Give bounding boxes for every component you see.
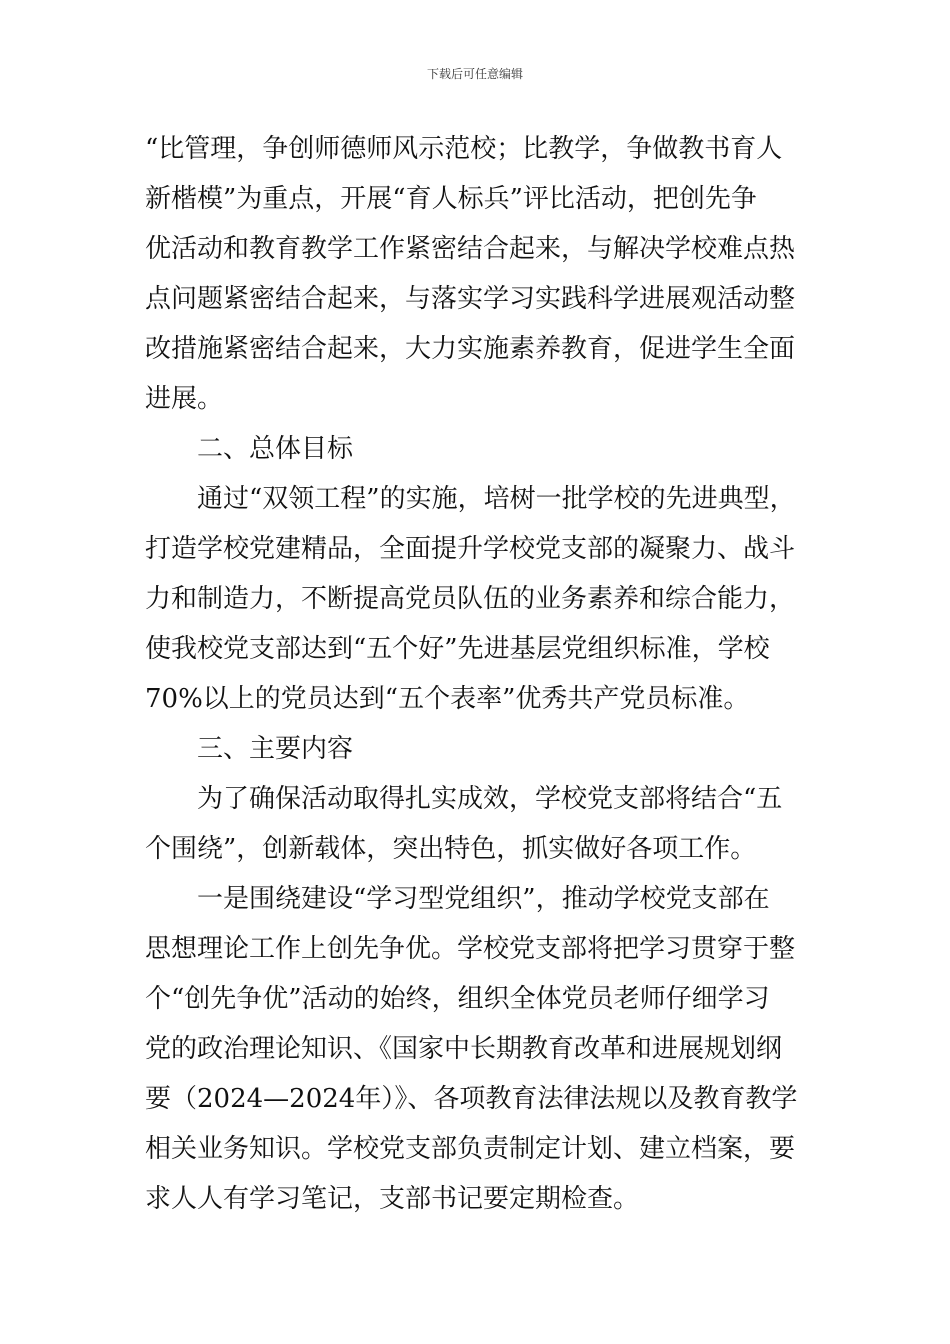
text-line: 力和制造力，不断提高党员队伍的业务素养和综合能力，	[145, 584, 796, 614]
text-line: 打造学校党建精品，全面提升学校党支部的凝聚力、战斗	[145, 534, 796, 564]
text-line: “比管理，争创师德师风示范校；比教学，争做教书育人	[145, 134, 783, 164]
text-line: 改措施紧密结合起来，大力实施素养教育，促进学生全面	[145, 334, 796, 364]
section-heading: 三、主要内容	[197, 734, 354, 764]
header-note: 下载后可任意编辑	[426, 67, 523, 81]
text-line: 一是围绕建设“学习型党组织”，推动学校党支部在	[197, 884, 770, 914]
text-line: 新楷模”为重点，开展“育人标兵”评比活动，把创先争	[145, 184, 757, 214]
text-line: 点问题紧密结合起来，与落实学习实践科学进展观活动整	[145, 284, 796, 314]
section-heading: 二、总体目标	[197, 434, 354, 464]
text-line: 70%以上的党员达到“五个表率”优秀共产党员标准。	[145, 684, 750, 714]
text-line: 使我校党支部达到“五个好”先进基层党组织标准，学校	[145, 634, 770, 664]
text-line: 进展。	[145, 384, 224, 414]
text-line: 相关业务知识。学校党支部负责制定计划、建立档案，要	[145, 1134, 796, 1164]
text-line: 个围绕”，创新载体，突出特色，抓实做好各项工作。	[145, 834, 757, 864]
document-body	[145, 124, 810, 1224]
text-line: 思想理论工作上创先争优。学校党支部将把学习贯穿于整	[145, 934, 796, 964]
text-line: 个“创先争优”活动的始终，组织全体党员老师仔细学习	[145, 984, 770, 1014]
text-line: 党的政治理论知识、《国家中长期教育改革和进展规划纲	[145, 1034, 783, 1064]
text-line: 为了确保活动取得扎实成效，学校党支部将结合“五	[197, 784, 783, 814]
text-line: 优活动和教育教学工作紧密结合起来，与解决学校难点热	[145, 234, 796, 264]
text-line: 要（2024—2024年）》、各项教育法律法规以及教育教学	[145, 1084, 798, 1114]
text-line: 通过“双领工程”的实施，培树一批学校的先进典型，	[197, 484, 796, 514]
text-line: 求人人有学习笔记，支部书记要定期检查。	[145, 1184, 640, 1214]
